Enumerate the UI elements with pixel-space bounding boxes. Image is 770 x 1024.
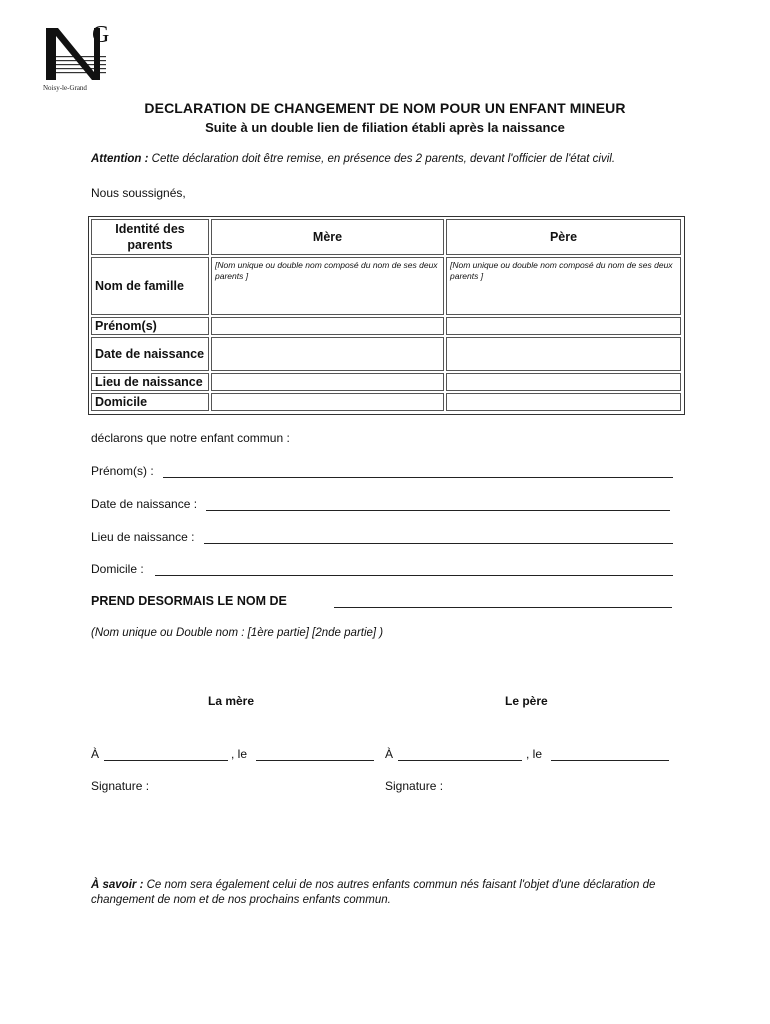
child-domicile-field[interactable]: [155, 563, 673, 576]
pere-lieu-field[interactable]: [446, 373, 681, 391]
pere-domicile-field[interactable]: [446, 393, 681, 411]
pere-place-label: À: [385, 747, 394, 761]
prend-nom-label: PREND DESORMAIS LE NOM DE: [91, 594, 287, 608]
child-date-label: Date de naissance :: [91, 497, 198, 511]
pere-heading: Le père: [505, 694, 548, 708]
attention-text: Cette déclaration doit être remise, en présence des 2 parents, devant l'officier de l'état civil.: [148, 153, 616, 165]
mere-domicile-field[interactable]: [211, 393, 444, 411]
column-header-pere: Père: [446, 219, 681, 255]
attention-label: Attention :: [91, 153, 149, 165]
intro-text: Nous soussignés,: [91, 186, 186, 200]
mere-prenom-field[interactable]: [211, 317, 444, 335]
document-title: DECLARATION DE CHANGEMENT DE NOM POUR UN ENFANT MINEUR: [144, 100, 626, 116]
mere-date-field[interactable]: [211, 337, 444, 371]
savoir-label: À savoir :: [91, 879, 144, 891]
declare-text: déclarons que notre enfant commun :: [91, 431, 290, 445]
attention-note: [91, 153, 615, 165]
mere-signature-label: Signature :: [91, 779, 150, 793]
child-prenom-field[interactable]: [163, 465, 673, 478]
child-lieu-label: Lieu de naissance :: [91, 530, 195, 544]
document-subtitle: Suite à un double lien de filiation établi après la naissance: [205, 120, 565, 135]
savoir-text: Ce nom sera également celui de nos autres enfants commun nés faisant l'objet d'une déclaration de changement de nom et de nos prochains enfants commun.: [91, 879, 656, 906]
mere-lieu-field[interactable]: [211, 373, 444, 391]
nom-format-note: (Nom unique ou Double nom : [1ère partie] [2nde partie] ): [91, 627, 384, 639]
column-header-mere: Mère: [211, 219, 444, 255]
mere-date-label: , le: [231, 747, 248, 761]
row-label-lieu-naissance: Lieu de naissance: [91, 373, 209, 391]
row-label-domicile: Domicile: [91, 393, 209, 411]
child-date-field[interactable]: [206, 498, 670, 511]
pere-sign-date-field[interactable]: [551, 748, 669, 761]
mere-place-field[interactable]: [104, 748, 228, 761]
row-label-nom-de-famille: Nom de famille: [91, 257, 209, 315]
child-domicile-label: Domicile :: [91, 562, 144, 576]
table-corner-header: Identité des parents: [91, 219, 209, 255]
pere-date-label: , le: [526, 747, 543, 761]
mere-sign-date-field[interactable]: [256, 748, 374, 761]
pere-date-field[interactable]: [446, 337, 681, 371]
logo-caption: Noisy-le-Grand: [43, 84, 87, 92]
parents-identity-table: [88, 216, 685, 415]
row-label-date-naissance: Date de naissance: [91, 337, 209, 371]
savoir-note: [91, 878, 681, 908]
pere-prenom-field[interactable]: [446, 317, 681, 335]
child-prenom-label: Prénom(s) :: [91, 464, 154, 478]
pere-nom-field[interactable]: [Nom unique ou double nom composé du nom de ses deux parents ]: [446, 257, 681, 315]
new-name-field[interactable]: [334, 595, 672, 608]
mere-heading: La mère: [208, 694, 255, 708]
row-label-prenom: Prénom(s): [91, 317, 209, 335]
pere-place-field[interactable]: [398, 748, 522, 761]
mere-nom-field[interactable]: [Nom unique ou double nom composé du nom de ses deux parents ]: [211, 257, 444, 315]
svg-text:G: G: [92, 22, 110, 48]
child-lieu-field[interactable]: [204, 531, 673, 544]
mere-place-label: À: [91, 747, 100, 761]
pere-signature-label: Signature :: [385, 779, 444, 793]
